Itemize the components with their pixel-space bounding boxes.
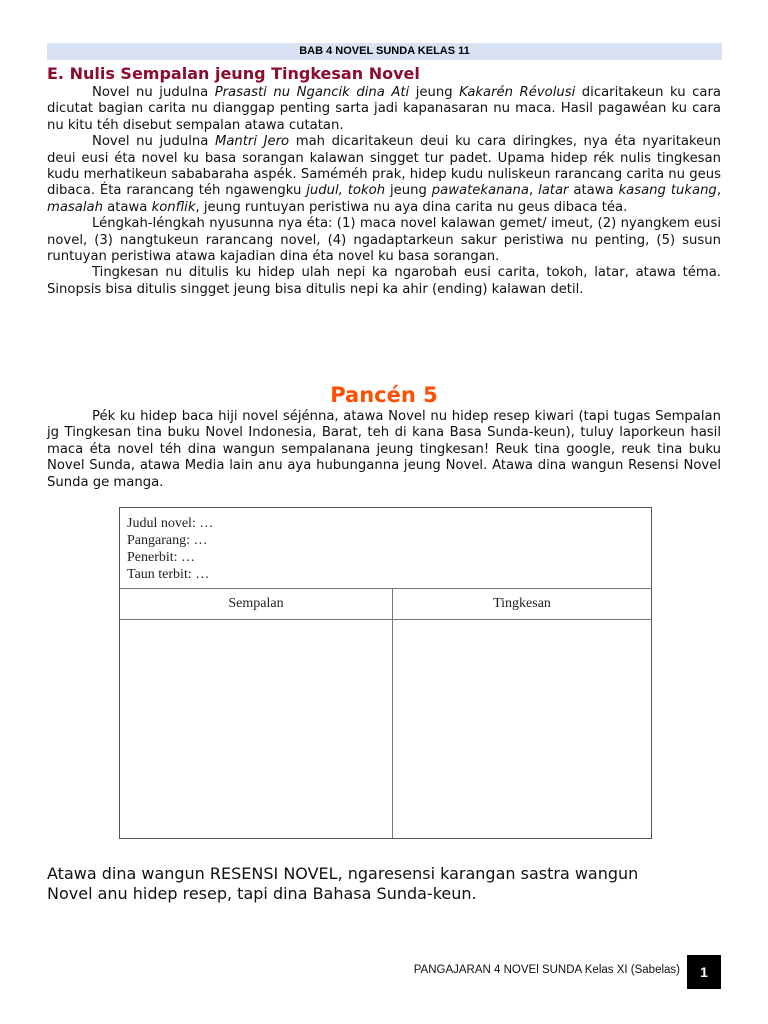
term: judul, tokoh xyxy=(306,183,386,199)
publisher-field: Penerbit: … xyxy=(127,550,196,565)
text-run: Novel nu judulna xyxy=(92,85,215,100)
note-line: Novel anu hidep resep, tapi dina Bahasa Sunda-keun. xyxy=(47,884,477,903)
year-field: Taun terbit: … xyxy=(127,567,210,582)
paragraph-2 xyxy=(47,134,721,216)
novel-title: Prasasti nu Ngancik dina Ati xyxy=(214,85,410,100)
novel-info xyxy=(127,515,213,583)
page-number: 1 xyxy=(687,955,721,989)
term: masalah xyxy=(47,199,103,215)
column-header-tingkesan: Tingkesan xyxy=(493,596,551,611)
section-title: E. Nulis Sempalan jeung Tingkesan Novel xyxy=(47,64,420,83)
task-paragraph: Pék ku hidep baca hiji novel séjénna, atawa Novel nu hidep resep kiwari (tapi tugas Sempalan jg Tingkesan tina buku Novel Indonesia, Barat, teh di kana Basa Sunda-keun), tuluy laporkeun hasil maca éta novel téh dina wangun sempalanana jeung tingkesan! Reuk tina google, reuk tina buku Novel Sunda, atawa Media lain anu aya hubunganna jeung Novel. Atawa dina wangun Resensi Novel Sunda ge manga. xyxy=(47,409,721,490)
paragraph-1 xyxy=(47,85,721,134)
novel-title-field: Judul novel: … xyxy=(127,516,214,531)
text-run: atawa xyxy=(102,199,152,215)
text-run: mah dicaritakeun deui ku cara diringkes, nya éta nyaritakeun deui eusi éta novel ku basa sorangan kalawan singget tur padet. Upama hidep rék nulis tingkesan kudu merhatikeun sababaraha aspék. Saméméh prak, hidep kudu nuliskeun rarancang carita nu geus dibaca. Éta rarancang téh ngawengku xyxy=(47,134,721,199)
text-run: , xyxy=(716,183,722,199)
text-run: atawa xyxy=(568,183,619,199)
page-footer: PANGAJARAN 4 NOVEl SUNDA Kelas XI (Sabelas) xyxy=(413,964,680,976)
novel-title: Kakarén Révolusi xyxy=(459,85,576,100)
text-run: , xyxy=(528,183,539,199)
body-text xyxy=(47,85,721,298)
text-run: , jeung runtuyan peristiwa nu aya dina carita nu geus dibaca téa. xyxy=(195,199,628,215)
term: kasang tukang xyxy=(618,183,717,199)
text-run: jeung xyxy=(385,183,432,199)
term: latar xyxy=(538,183,569,199)
task-title: Pancén 5 xyxy=(330,383,438,407)
chapter-header: BAB 4 NOVEL SUNDA KELAS 11 xyxy=(47,43,722,60)
text-run: Novel nu judulna xyxy=(92,134,215,150)
column-divider xyxy=(392,588,393,838)
alternative-note xyxy=(47,864,737,904)
text-run: jeung xyxy=(409,85,460,100)
term: konflik xyxy=(151,199,196,215)
column-header-sempalan: Sempalan xyxy=(228,596,284,611)
table-divider xyxy=(120,619,651,620)
paragraph-3: Léngkah-léngkah nyusunna nya éta: (1) maca novel kalawan gemet/ imeut, (2) nyangkem eusi novel, (3) nangtukeun rarancang novel, (4) ngadaptarkeun sakur peristiwa nu penting, (5) susun runtuyan peristiwa atawa kajadian dina éta novel ku basa sorangan. xyxy=(47,216,721,265)
paragraph-4: Tingkesan nu ditulis ku hidep ulah nepi ka ngarobah eusi carita, tokoh, latar, atawa téma. Sinopsis bisa ditulis singget jeung bisa ditulis nepi ka ahir (ending) kalawan detil. xyxy=(47,265,721,297)
novel-title: Mantri Jero xyxy=(214,134,290,150)
author-field: Pangarang: … xyxy=(127,533,208,548)
term: pawatekanana xyxy=(431,183,529,199)
worksheet-table xyxy=(119,507,652,839)
note-line: Atawa dina wangun RESENSI NOVEL, ngaresensi karangan sastra wangun xyxy=(47,864,639,883)
table-divider xyxy=(120,588,651,589)
text-run: dicaritakeun ku cara dicutat bagian carita nu dianggap penting sarta jadi kapanasaran nu maca. Hasil pagawéan ku cara nu kitu téh disebut sempalan atawa cutatan. xyxy=(47,85,721,133)
task-instructions xyxy=(47,409,721,491)
